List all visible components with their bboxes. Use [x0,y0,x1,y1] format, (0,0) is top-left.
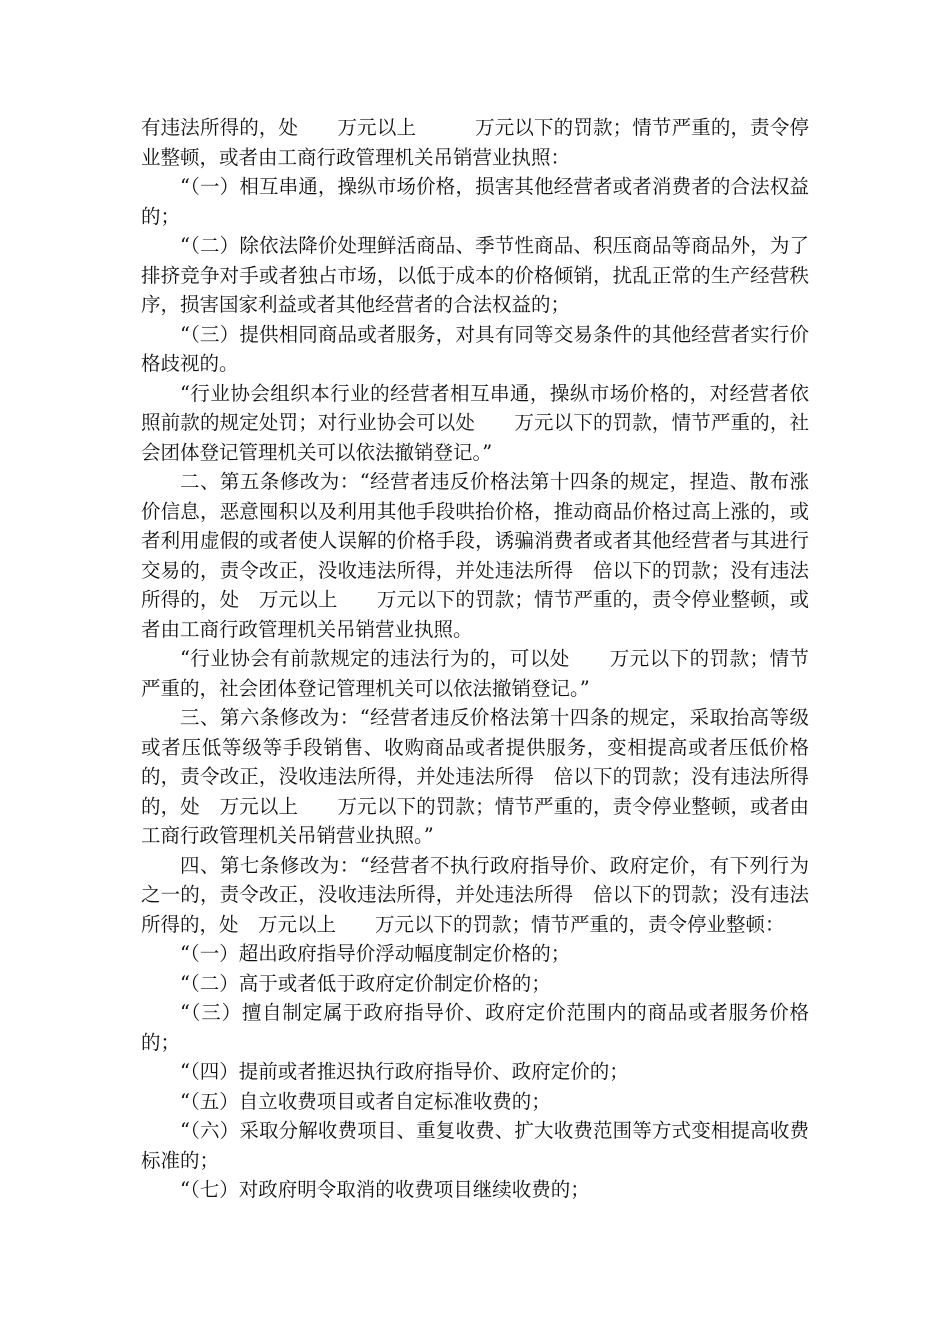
paragraph: “（三）擅自制定属于政府指导价、政府定价范围内的商品或者服务价格的； [141,1001,809,1054]
paragraph: “（五）自立收费项目或者自定标准收费的； [180,1089,551,1113]
paragraph: “（一）超出政府指导价浮动幅度制定价格的； [180,942,571,965]
paragraph: “（四）提前或者推迟执行政府指导价、政府定价的； [180,1060,629,1083]
paragraph: 有违法所得的，处 万元以上 万元以下的罚款；情节严重的，责令停业整顿，或者由工商行政管理机关吊销营业执照： [141,116,809,169]
paragraph: “（二）高于或者低于政府定价制定价格的； [180,971,551,995]
paragraph: 三、第六条修改为：“经营者违反价格法第十四条的规定，采取抬高等级或者压低等级等手段销售、收购商品或者提供服务，变相提高或者压低价格的，责令改正，没收违法所得，并处违法所得 倍以下的罚款；没有违法所得的，处 万元以上 万元以下的罚款；情节严重的，责令停业整顿，或者由工商行政管理机关吊销营业执照。” [141,706,809,847]
paragraph: “（二）除依法降价处理鲜活商品、季节性商品、积压商品等商品外，为了排挤竞争对手或者独占市场，以低于成本的价格倾销，扰乱正常的生产经营秩序，损害国家利益或者其他经营者的合法权益的； [141,234,809,316]
paragraph: “（一）相互串通，操纵市场价格，损害其他经营者或者消费者的合法权益的； [141,175,809,228]
paragraph: 四、第七条修改为：“经营者不执行政府指导价、政府定价，有下列行为之一的，责令改正，没收违法所得，并处违法所得 倍以下的罚款；没有违法所得的，处 万元以上 万元以下的罚款；情节严重的，责令停业整顿： [141,853,809,936]
paragraph: “（七）对政府明令取消的收费项目继续收费的； [180,1178,590,1201]
paragraph: “（三）提供相同商品或者服务，对具有同等交易条件的其他经营者实行价格歧视的。 [141,322,809,375]
paragraph: “（六）采取分解收费项目、重复收费、扩大收费范围等方式变相提高收费标准的； [141,1119,809,1172]
document-body [141,113,809,1205]
paragraph: 二、第五条修改为：“经营者违反价格法第十四条的规定，捏造、散布涨价信息，恶意囤积以及利用其他手段哄抬价格，推动商品价格过高上涨的，或者利用虚假的或者使人误解的价格手段，诱骗消费者或者其他经营者与其进行交易的，责令改正，没收违法所得，并处违法所得 倍以下的罚款；没有违法所得的，处 万元以上 万元以下的罚款；情节严重的，责令停业整顿，或者由工商行政管理机关吊销营业执照。 [141,470,809,641]
paragraph: “行业协会组织本行业的经营者相互串通，操纵市场价格的，对经营者依照前款的规定处罚；对行业协会可以处 万元以下的罚款，情节严重的，社会团体登记管理机关可以依法撤销登记。” [141,381,809,464]
paragraph: “行业协会有前款规定的违法行为的，可以处 万元以下的罚款；情节严重的，社会团体登记管理机关可以依法撤销登记。” [141,647,809,700]
